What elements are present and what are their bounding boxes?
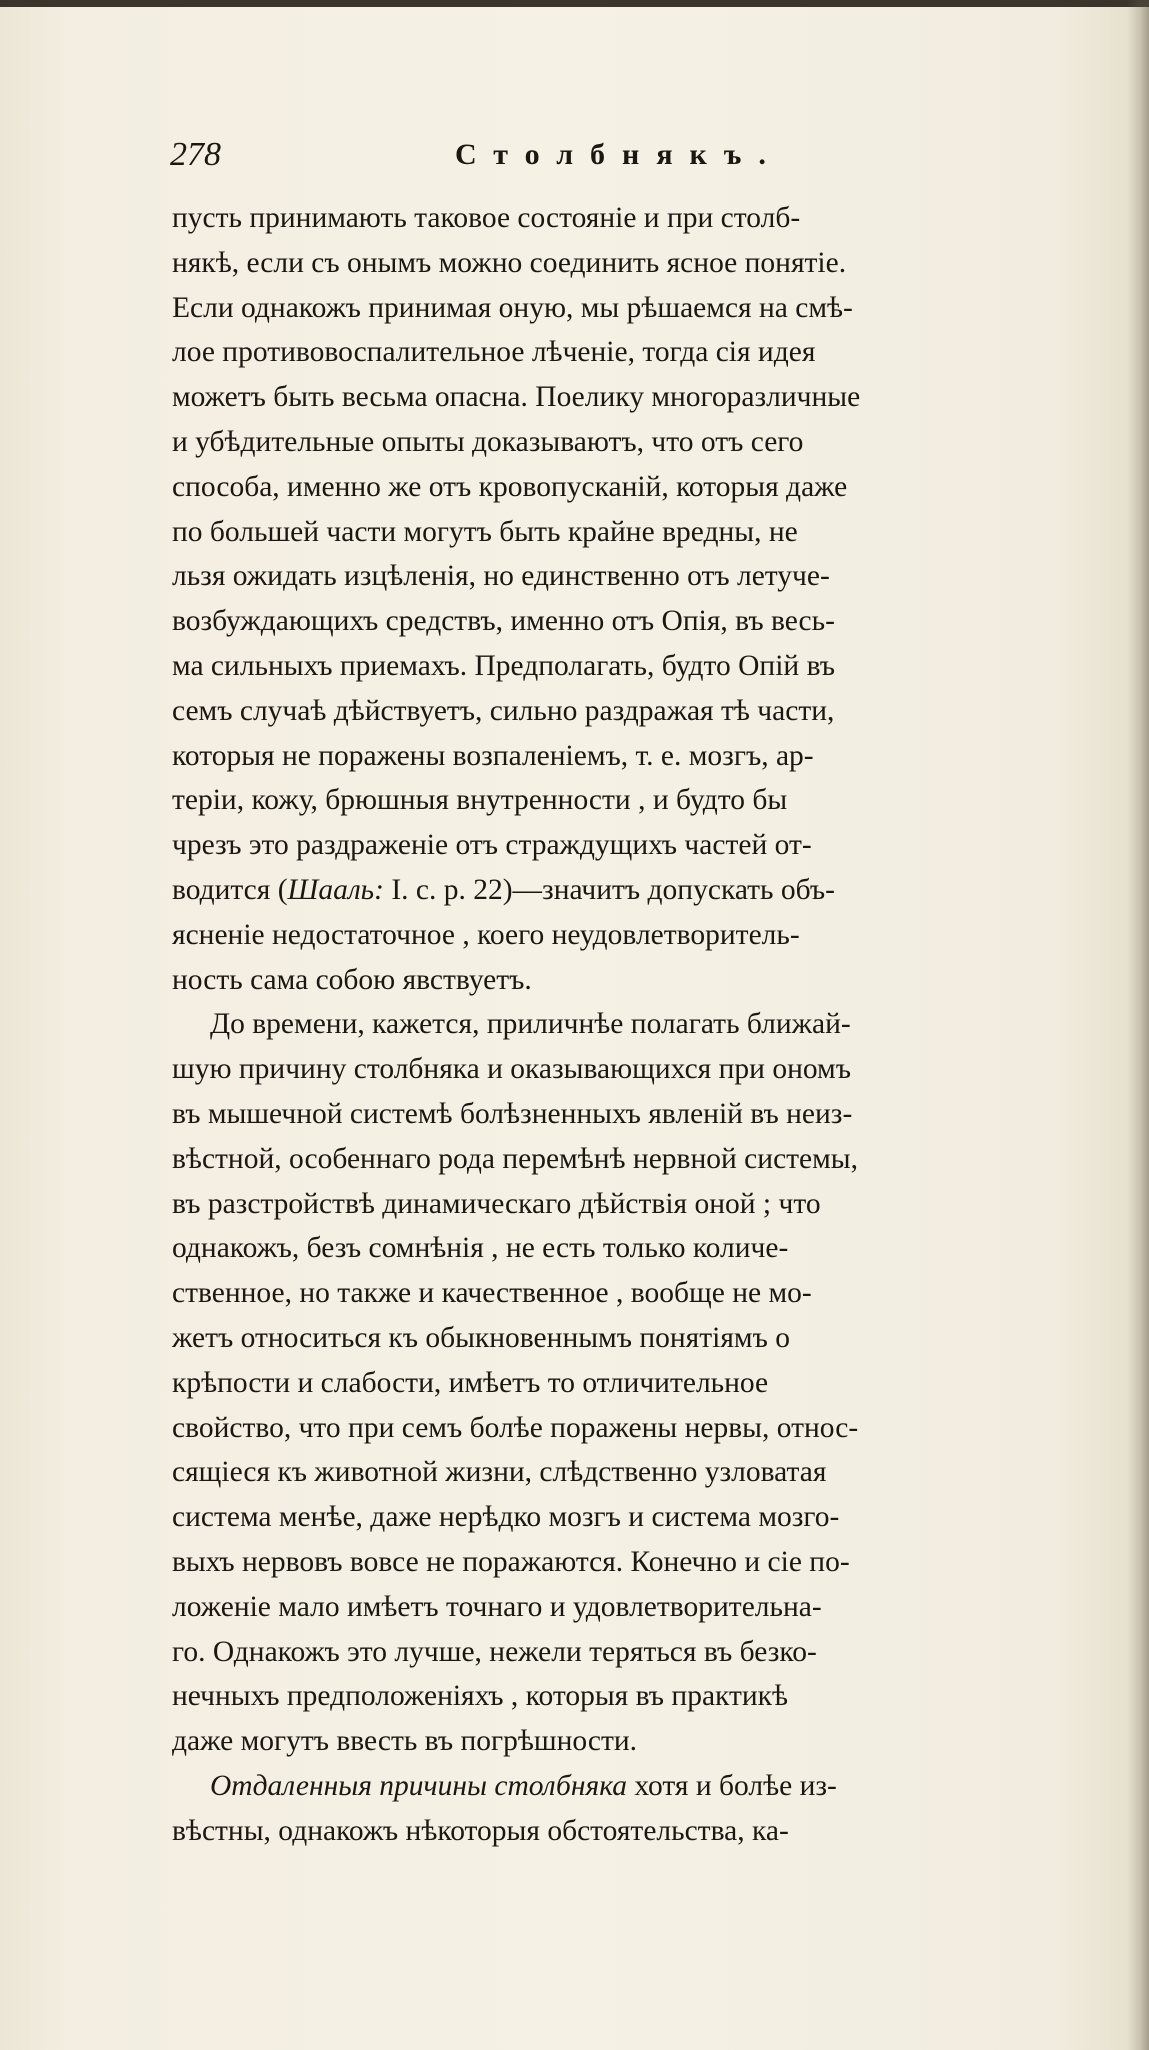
- text-line: и убѣдительные опыты доказываютъ, что отъ сего: [172, 425, 804, 458]
- page-header: [170, 136, 810, 186]
- text-line: нечныхъ предположеніяхъ , которыя въ практикѣ: [172, 1680, 789, 1713]
- text-line: въ мышечной системѣ болѣзненныхъ явленій въ неиз-: [172, 1097, 853, 1130]
- text-line: крѣпости и слабости, имѣетъ то отличительное: [172, 1366, 769, 1399]
- text-line: которыя не поражены возпаленіемъ, т. е. мозгъ, ар-: [172, 739, 814, 772]
- running-title: Столбнякъ.: [455, 138, 783, 171]
- text-line: въ разстройствѣ динамическаго дѣйствія оной ; что: [172, 1187, 821, 1220]
- text-line: выхъ нервовъ вовсе не поражаются. Конечно и сіе по-: [172, 1545, 850, 1578]
- text-line: чрезъ это раздраженіе отъ страждущихъ частей от-: [172, 829, 812, 862]
- text-line: можетъ быть весьма опасна. Поелику многоразличные: [172, 381, 861, 414]
- text-line: ность сама собою явствуетъ.: [172, 963, 532, 996]
- text-line: [172, 1764, 1072, 1809]
- text-line: шую причину столбняка и оказывающихся при ономъ: [172, 1053, 851, 1086]
- text-line: някѣ, если съ онымъ можно соединить ясное понятіе.: [172, 246, 847, 279]
- text-line: свойство, что при семъ болѣе поражены нервы, относ-: [172, 1411, 859, 1444]
- text-line: даже могутъ ввесть въ погрѣшности.: [172, 1725, 638, 1758]
- text-line: го. Однакожъ это лучше, нежели теряться въ безко-: [172, 1635, 817, 1668]
- text-span: хотя и болѣе из-: [627, 1769, 837, 1802]
- italic-text-span: Шааль:: [287, 873, 384, 906]
- text-line: Если однакожъ принимая оную, мы рѣшаемся на смѣ-: [172, 291, 853, 324]
- text-line: возбуждающихъ средствъ, именно отъ Опія, въ весь-: [172, 605, 835, 638]
- page-top-edge: [0, 0, 1149, 7]
- text-line: До времени, кажется, приличнѣе полагать ближай-: [210, 1008, 851, 1041]
- page-number: 278: [170, 136, 221, 173]
- text-span: водится (: [172, 873, 288, 906]
- text-line: вѣстной, особеннаго рода перемѣнѣ нервной системы,: [172, 1142, 859, 1175]
- text-line: ложеніе мало имѣетъ точнаго и удовлетворительна-: [172, 1590, 822, 1623]
- text-line: семъ случаѣ дѣйствуетъ, сильно раздражая тѣ части,: [172, 694, 835, 727]
- italic-text-span: Отдаленныя причины столбняка: [210, 1769, 628, 1802]
- page-right-shadow: [1127, 0, 1149, 2050]
- text-line: ясненіе недостаточное , коего неудовлетворитель-: [172, 918, 800, 951]
- text-line: система менѣе, даже нерѣдко мозгъ и система мозго-: [172, 1501, 840, 1534]
- body-text: [172, 196, 1072, 1853]
- text-line: вѣстны, однакожъ нѣкоторыя обстоятельства, ка-: [172, 1814, 789, 1847]
- text-line: пусть принимають таковое состояніе и при столб-: [172, 202, 801, 234]
- text-line: по большей части могутъ быть крайне вредны, не: [172, 515, 798, 548]
- text-line: льзя ожидать изцѣленія, но единственно отъ летуче-: [172, 560, 830, 593]
- text-line: ма сильныхъ приемахъ. Предполагать, будто Опій въ: [172, 649, 836, 682]
- text-line: лое противовоспалительное лѣченіе, тогда сія идея: [172, 336, 816, 369]
- text-line: ственное, но также и качественное , вообще не мо-: [172, 1277, 812, 1310]
- text-line: жетъ относиться къ обыкновеннымъ понятіямъ о: [172, 1321, 790, 1354]
- text-line: способа, именно же отъ кровопусканій, которыя даже: [172, 470, 848, 503]
- text-line: [172, 868, 1072, 913]
- text-span: I. c. p. 22)—значитъ допускать объ-: [383, 873, 835, 906]
- text-line: однакожъ, безъ сомнѣнія , не есть только количе-: [172, 1232, 789, 1265]
- text-line: теріи, кожу, брюшныя внутренности , и будто бы: [172, 784, 788, 817]
- text-line: сящіеся къ животной жизни, слѣдственно узловатая: [172, 1456, 827, 1489]
